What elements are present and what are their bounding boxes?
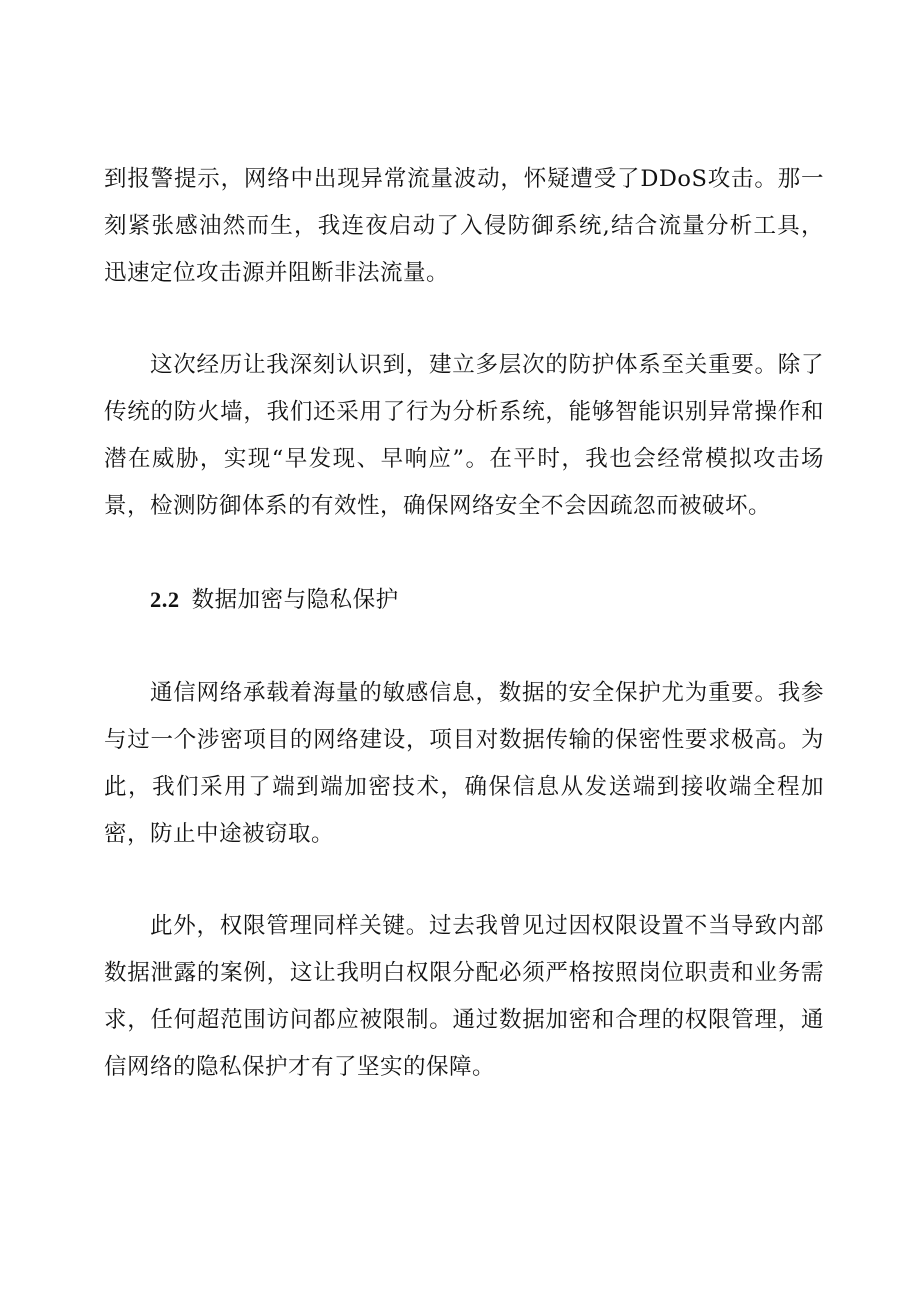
document-body [104, 156, 824, 1091]
paragraph-encryption: 通信网络承载着海量的敏感信息，数据的安全保护尤为重要。我参与过一个涉密项目的网络建设，项目对数据传输的保密性要求极高。为此，我们采用了端到端加密技术，确保信息从发送端到接收端全程加密，防止中途被窃取。 [104, 680, 824, 847]
section-number: 2.2 [150, 587, 180, 612]
section-heading [104, 576, 824, 624]
section-title: 数据加密与隐私保护 [191, 587, 399, 613]
paragraph-continued: 到报警提示，网络中出现异常流量波动，怀疑遭受了DDoS攻击。那一刻紧张感油然而生，我连夜启动了入侵防御系统,结合流量分析工具，迅速定位攻击源并阻断非法流量。 [104, 166, 824, 286]
paragraph-access-control: 此外，权限管理同样关键。过去我曾见过因权限设置不当导致内部数据泄露的案例，这让我明白权限分配必须严格按照岗位职责和业务需求，任何超范围访问都应被限制。通过数据加密和合理的权限管理，通信网络的隐私保护才有了坚实的保障。 [104, 913, 824, 1080]
paragraph-defense-system: 这次经历让我深刻认识到，建立多层次的防护体系至关重要。除了传统的防火墙，我们还采用了行为分析系统，能够智能识别异常操作和潜在威胁，实现“早发现、早响应”。在平时，我也会经常模拟攻击场景，检测防御体系的有效性，确保网络安全不会因疏忽而被破坏。 [104, 352, 824, 519]
